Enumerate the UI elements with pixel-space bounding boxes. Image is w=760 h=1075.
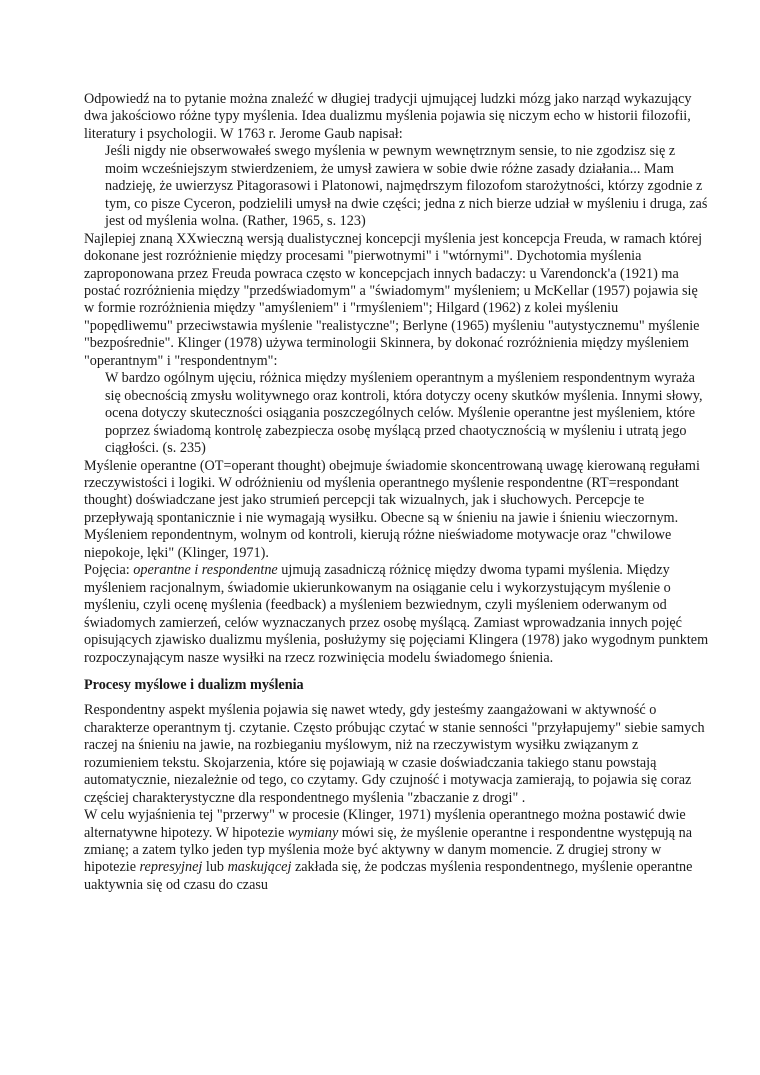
quote-klinger: W bardzo ogólnym ujęciu, różnica między myśleniem operantnym a myśleniem respondentnym wyraża się obecnością zmysłu wolitywnego oraz kontroli, która dotyczy oceny skutków myślenia. Innymi słowy, ocena dotyczy skuteczności osiągania poszczególnych celów. Myślenie operantne jest myśleniem, które poprzez świadomą kontrolę zabezpiecza osobę myślącą przed chaotycznością w myśleniu i utratą jego ciągłości. (s. 235) [105,370,703,457]
hypotheses-text-a: W celu wyjaśnienia tej "przerwy" w procesie (Klinger, 1971) myślenia operantnego można postawić dwie alternatywne hipotezy. W hipotezie [84,807,686,841]
paragraph-operant-thought: Myślenie operantne (OT=operant thought) obejmuje świadomie skoncentrowaną uwagę kierowaną regułami rzeczywistości i logiki. W odróżnieniu od myślenia operantnego myślenie respondentne (RT=respondant thought) doświadczane jest jako strumień percepcji tak wizualnych, jak i słuchowych. Percepcje te przepływają spontanicznie i nie wymagają wysiłku. Obecne są w śnieniu na jawie i śnieniu wieczornym. Myśleniem repondentnym, wolnym od kontroli, kierują różne nieświadome motywacje oraz "chwilowe niepokoje, lęki" (Klinger, 1971). [84,457,700,561]
hypotheses-text-d: zakłada się, że podczas myślenia respondentnego, myślenie operantne uaktywnia się od czasu do czasu [84,859,693,893]
paragraph-intro: Odpowiedź na to pytanie można znaleźć w długiej tradycji ujmującej ludzki mózg jako narząd wykazujący dwa jakościowo różne typy myślenia. Idea dualizmu myślenia pojawia się niczym echo w historii filozofii, literatury i psychologii. W 1763 r. Jerome Gaub napisał: [84,91,692,142]
hypotheses-text-c: lub [202,859,228,876]
paragraph-respondent-aspect: Respondentny aspekt myślenia pojawia się nawet wtedy, gdy jesteśmy zaangażowani w aktywność o charakterze operantnym tj. czytanie. Często próbując czytać w stanie senności "przyłapujemy" siebie samych raczej na śnieniu na jawie, na rozbieganiu myślowym, niż na rzeczywistym wysiłku związanym z rozumieniem tekstu. Skojarzenia, które się pojawiają w czasie doświadczania takiego stanu powstają automatycznie, niezależnie od tego, co czytamy. Gdy czujność i motywacja zamierają, to pojawia się coraz częściej charakterystyczne dla respondentnego myślenia "zbaczanie z drogi" . [84,702,705,806]
hypotheses-emphasis-maskujacej: maskującej [227,859,292,876]
hypotheses-emphasis-represyjnej: represyjnej [139,859,203,876]
hypotheses-text-b: mówi się, że myślenie operantne i respondentne występują na zmianę; a zatem tylko jeden typ myślenia może być aktywny w danym momencie. Z drugiej strony w hipotezie [84,824,693,876]
concepts-emphasis: operantne i respondentne [133,562,278,579]
quote-gaub: Jeśli nigdy nie obserwowałeś swego myślenia w pewnym wewnętrznym sensie, to nie zgodzisz się z moim wcześniejszym stwierdzeniem, że umysł zawiera w sobie dwie różne zasady działania... Mam nadzieję, że uwierzysz Pitagorasowi i Platonowi, najmędrszym filozofom starożytności, którzy zgodnie z tym, co pisze Cyceron, podzielili umysł na dwie części; jedna z nich bierze udział w myśleniu i druga, zaś jest od myślenia wolna. (Rather, 1965, s. 123) [105,143,708,230]
concepts-text-post: ujmują zasadniczą różnicę między dwoma typami myślenia. Między myśleniem racjonalnym, świadomie ukierunkowanym na osiąganie celu i wykorzystującym myślenie o myśleniu, czyli ocenę myślenia (feedback) a myśleniem bezwiednym, czyli myśleniem oderwanym od świadomych zamierzeń, celów wyznaczanych przez osobę myślącą. Zamiast wprowadzania innych pojęć opisujących zjawisko dualizmu myślenia, posłużymy się pojęciami Klingera (1978) jako wygodnym punktem rozpoczynającym nasze wysiłki na rzecz rozwinięcia modelu świadomego śnienia. [84,562,709,666]
section-heading: Procesy myślowe i dualizm myślenia [84,676,304,693]
paragraph-concepts [84,562,710,667]
paragraph-freud: Najlepiej znaną XXwieczną wersją dualistycznej koncepcji myślenia jest koncepcja Freuda, w ramach której dokonane jest rozróżnienie między procesami "pierwotnymi" i "wtórnymi". Dychotomia myślenia zaproponowana przez Freuda powraca często w koncepcjach innych badaczy: u Varendonck'a (1921) ma postać rozróżnienia między "przedświadomym" a "świadomym" myśleniem; u McKellar (1957) pojawia się w formie rozróżnienia między "amyśleniem" i "rmyśleniem"; Hilgard (1962) z kolei myśleniu "popędliwemu" przeciwstawia myślenie "realistyczne"; Berlyne (1965) myśleniu "autystycznemu" myślenie "bezpośrednie". Klinger (1978) używa terminologii Skinnera, by dokonać rozróżnienia między myśleniem "operantnym" i "respondentnym": [84,230,703,369]
hypotheses-emphasis-wymiany: wymiany [287,824,339,841]
paragraph-hypotheses [84,807,710,894]
concepts-text-pre: Pojęcia: [84,562,134,579]
